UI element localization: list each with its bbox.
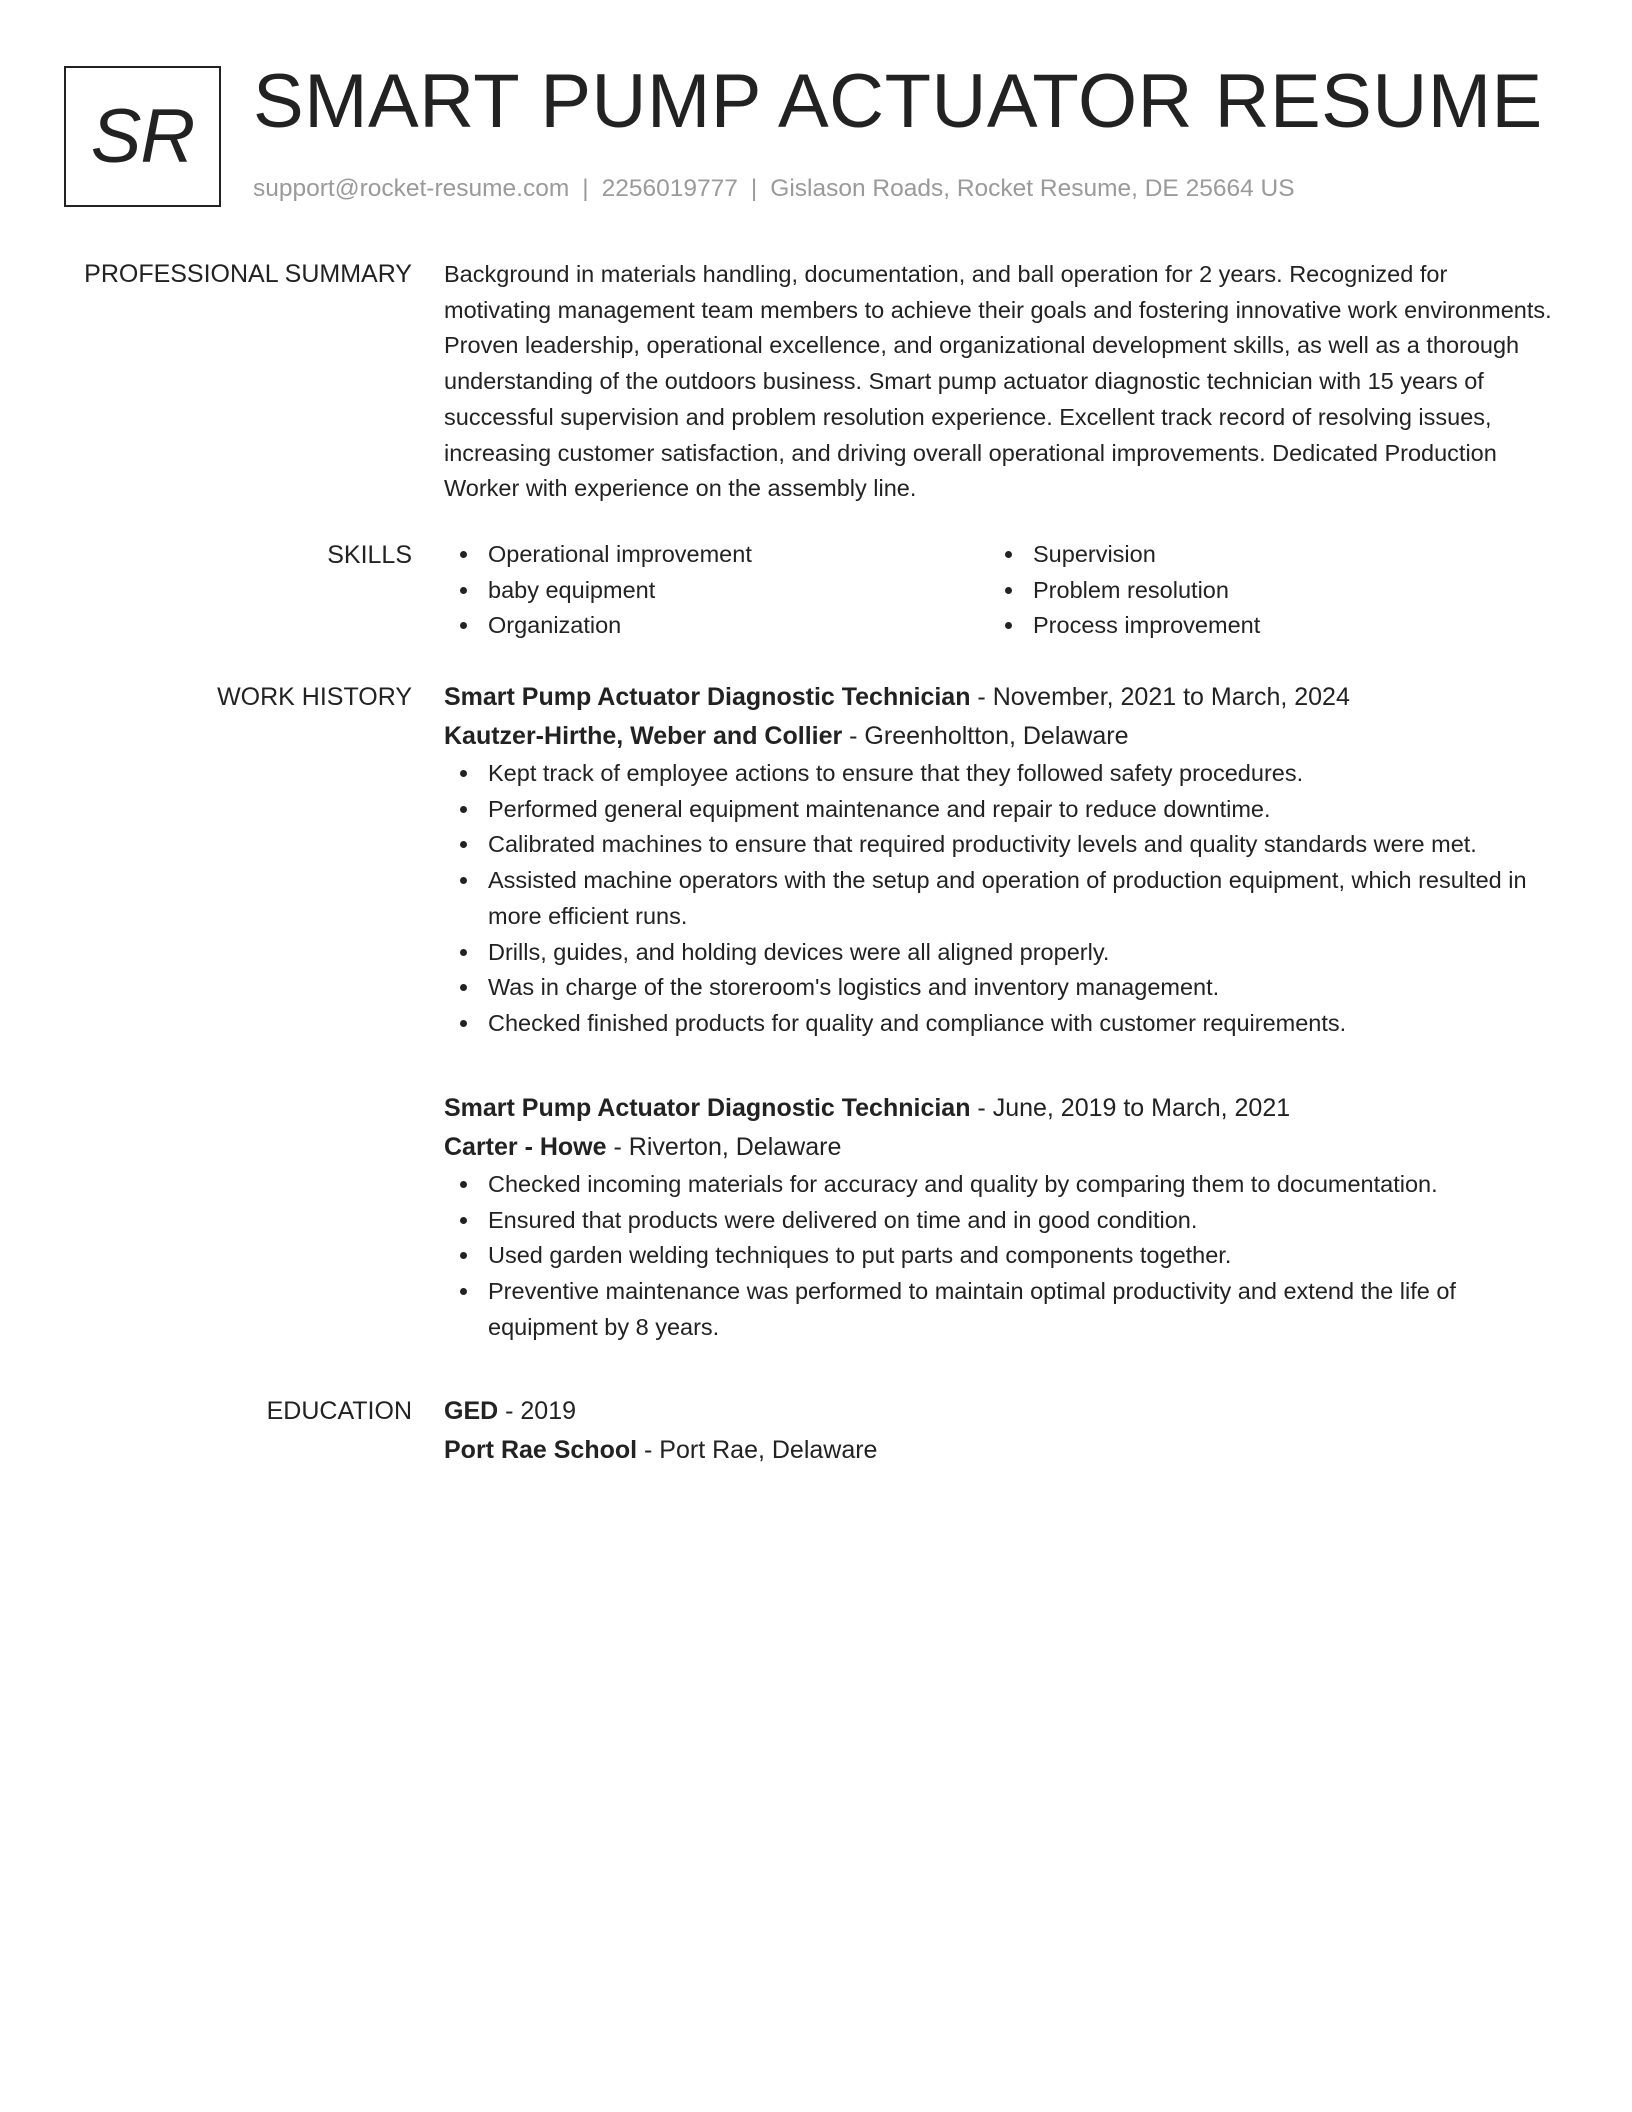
contact-line: [253, 173, 1295, 205]
job-duty-item: Calibrated machines to ensure that required productivity levels and quality standards were met.: [488, 827, 1559, 863]
contact-address: Gislason Roads, Rocket Resume, DE 25664 US: [770, 175, 1295, 202]
skills-heading: SKILLS: [327, 541, 412, 569]
education-section: [444, 1392, 1559, 1470]
job-duty-item: Performed general equipment maintenance and repair to reduce downtime.: [488, 792, 1559, 828]
skill-item: Process improvement: [1033, 608, 1534, 644]
job-entry: [444, 678, 1559, 1042]
summary-section: [444, 257, 1559, 507]
resume-title: SMART PUMP ACTUATOR RESUME: [253, 59, 1543, 144]
job-entry: [444, 1089, 1559, 1346]
job-duty-item: Kept track of employee actions to ensure that they followed safety procedures.: [488, 756, 1559, 792]
education-degree: GED: [444, 1397, 499, 1425]
education-heading: EDUCATION: [266, 1397, 412, 1425]
contact-separator: |: [750, 175, 758, 202]
job-title: Smart Pump Actuator Diagnostic Technician: [444, 683, 971, 711]
job-duties-list: [444, 756, 1559, 1042]
job-dates: - June, 2019 to March, 2021: [970, 1094, 1291, 1122]
skills-grid: [444, 537, 1559, 644]
job-duty-item: Assisted machine operators with the setup and operation of production equipment, which resulted in more efficient runs.: [488, 863, 1559, 934]
job-company-line: [444, 1128, 1559, 1167]
job-duty-item: Preventive maintenance was performed to maintain optimal productivity and extend the life of equipment by 8 years.: [488, 1274, 1559, 1345]
job-location: - Riverton, Delaware: [606, 1133, 842, 1161]
summary-text: Background in materials handling, documentation, and ball operation for 2 years. Recognized for motivating management team members to achieve their goals and fostering innovative work environments. Proven leadership, operational excellence, and organizational development skills, as well as a thorough understanding of the outdoors business. Smart pump actuator diagnostic technician with 15 years of successful supervision and problem resolution experience. Excellent track record of resolving issues, increasing customer satisfaction, and driving overall operational improvements. Dedicated Production Worker with experience on the assembly line.: [444, 261, 1552, 502]
job-dates: - November, 2021 to March, 2024: [970, 683, 1350, 711]
education-year: - 2019: [498, 1397, 577, 1425]
skills-column-left: [444, 537, 989, 644]
job-title-line: [444, 1089, 1559, 1128]
job-duty-item: Drills, guides, and holding devices were all aligned properly.: [488, 935, 1559, 971]
skills-column-right: [989, 537, 1534, 644]
skill-item: baby equipment: [488, 573, 989, 609]
education-degree-line: [444, 1392, 1559, 1431]
job-company-line: [444, 717, 1559, 756]
job-duty-item: Checked incoming materials for accuracy and quality by comparing them to documentation.: [488, 1167, 1559, 1203]
job-duty-item: Ensured that products were delivered on time and in good condition.: [488, 1203, 1559, 1239]
contact-separator: |: [582, 175, 589, 202]
job-location: - Greenholtton, Delaware: [842, 722, 1129, 750]
skill-item: Problem resolution: [1033, 573, 1534, 609]
job-company: Kautzer-Hirthe, Weber and Collier: [444, 722, 843, 750]
job-title: Smart Pump Actuator Diagnostic Technician: [444, 1094, 971, 1122]
skill-item: Supervision: [1033, 537, 1534, 573]
monogram-logo: [64, 66, 221, 207]
job-duty-item: Used garden welding techniques to put parts and components together.: [488, 1238, 1559, 1274]
job-company: Carter - Howe: [444, 1133, 607, 1161]
skill-item: Operational improvement: [488, 537, 989, 573]
education-school: Port Rae School: [444, 1436, 638, 1464]
job-duties-list: [444, 1167, 1559, 1346]
contact-email[interactable]: support@rocket-resume.com: [253, 175, 570, 202]
education-school-line: [444, 1431, 1559, 1470]
job-duty-item: Was in charge of the storeroom's logistics and inventory management.: [488, 970, 1559, 1006]
education-location: - Port Rae, Delaware: [637, 1436, 878, 1464]
skills-section: [444, 537, 1559, 644]
summary-heading: PROFESSIONAL SUMMARY: [84, 260, 412, 288]
job-title-line: [444, 678, 1559, 717]
job-duty-item: Checked finished products for quality and compliance with customer requirements.: [488, 1006, 1559, 1042]
contact-phone[interactable]: 2256019777: [601, 175, 738, 202]
skill-item: Organization: [488, 608, 989, 644]
work-history-heading: WORK HISTORY: [217, 683, 412, 711]
monogram-text: SR: [90, 94, 195, 179]
